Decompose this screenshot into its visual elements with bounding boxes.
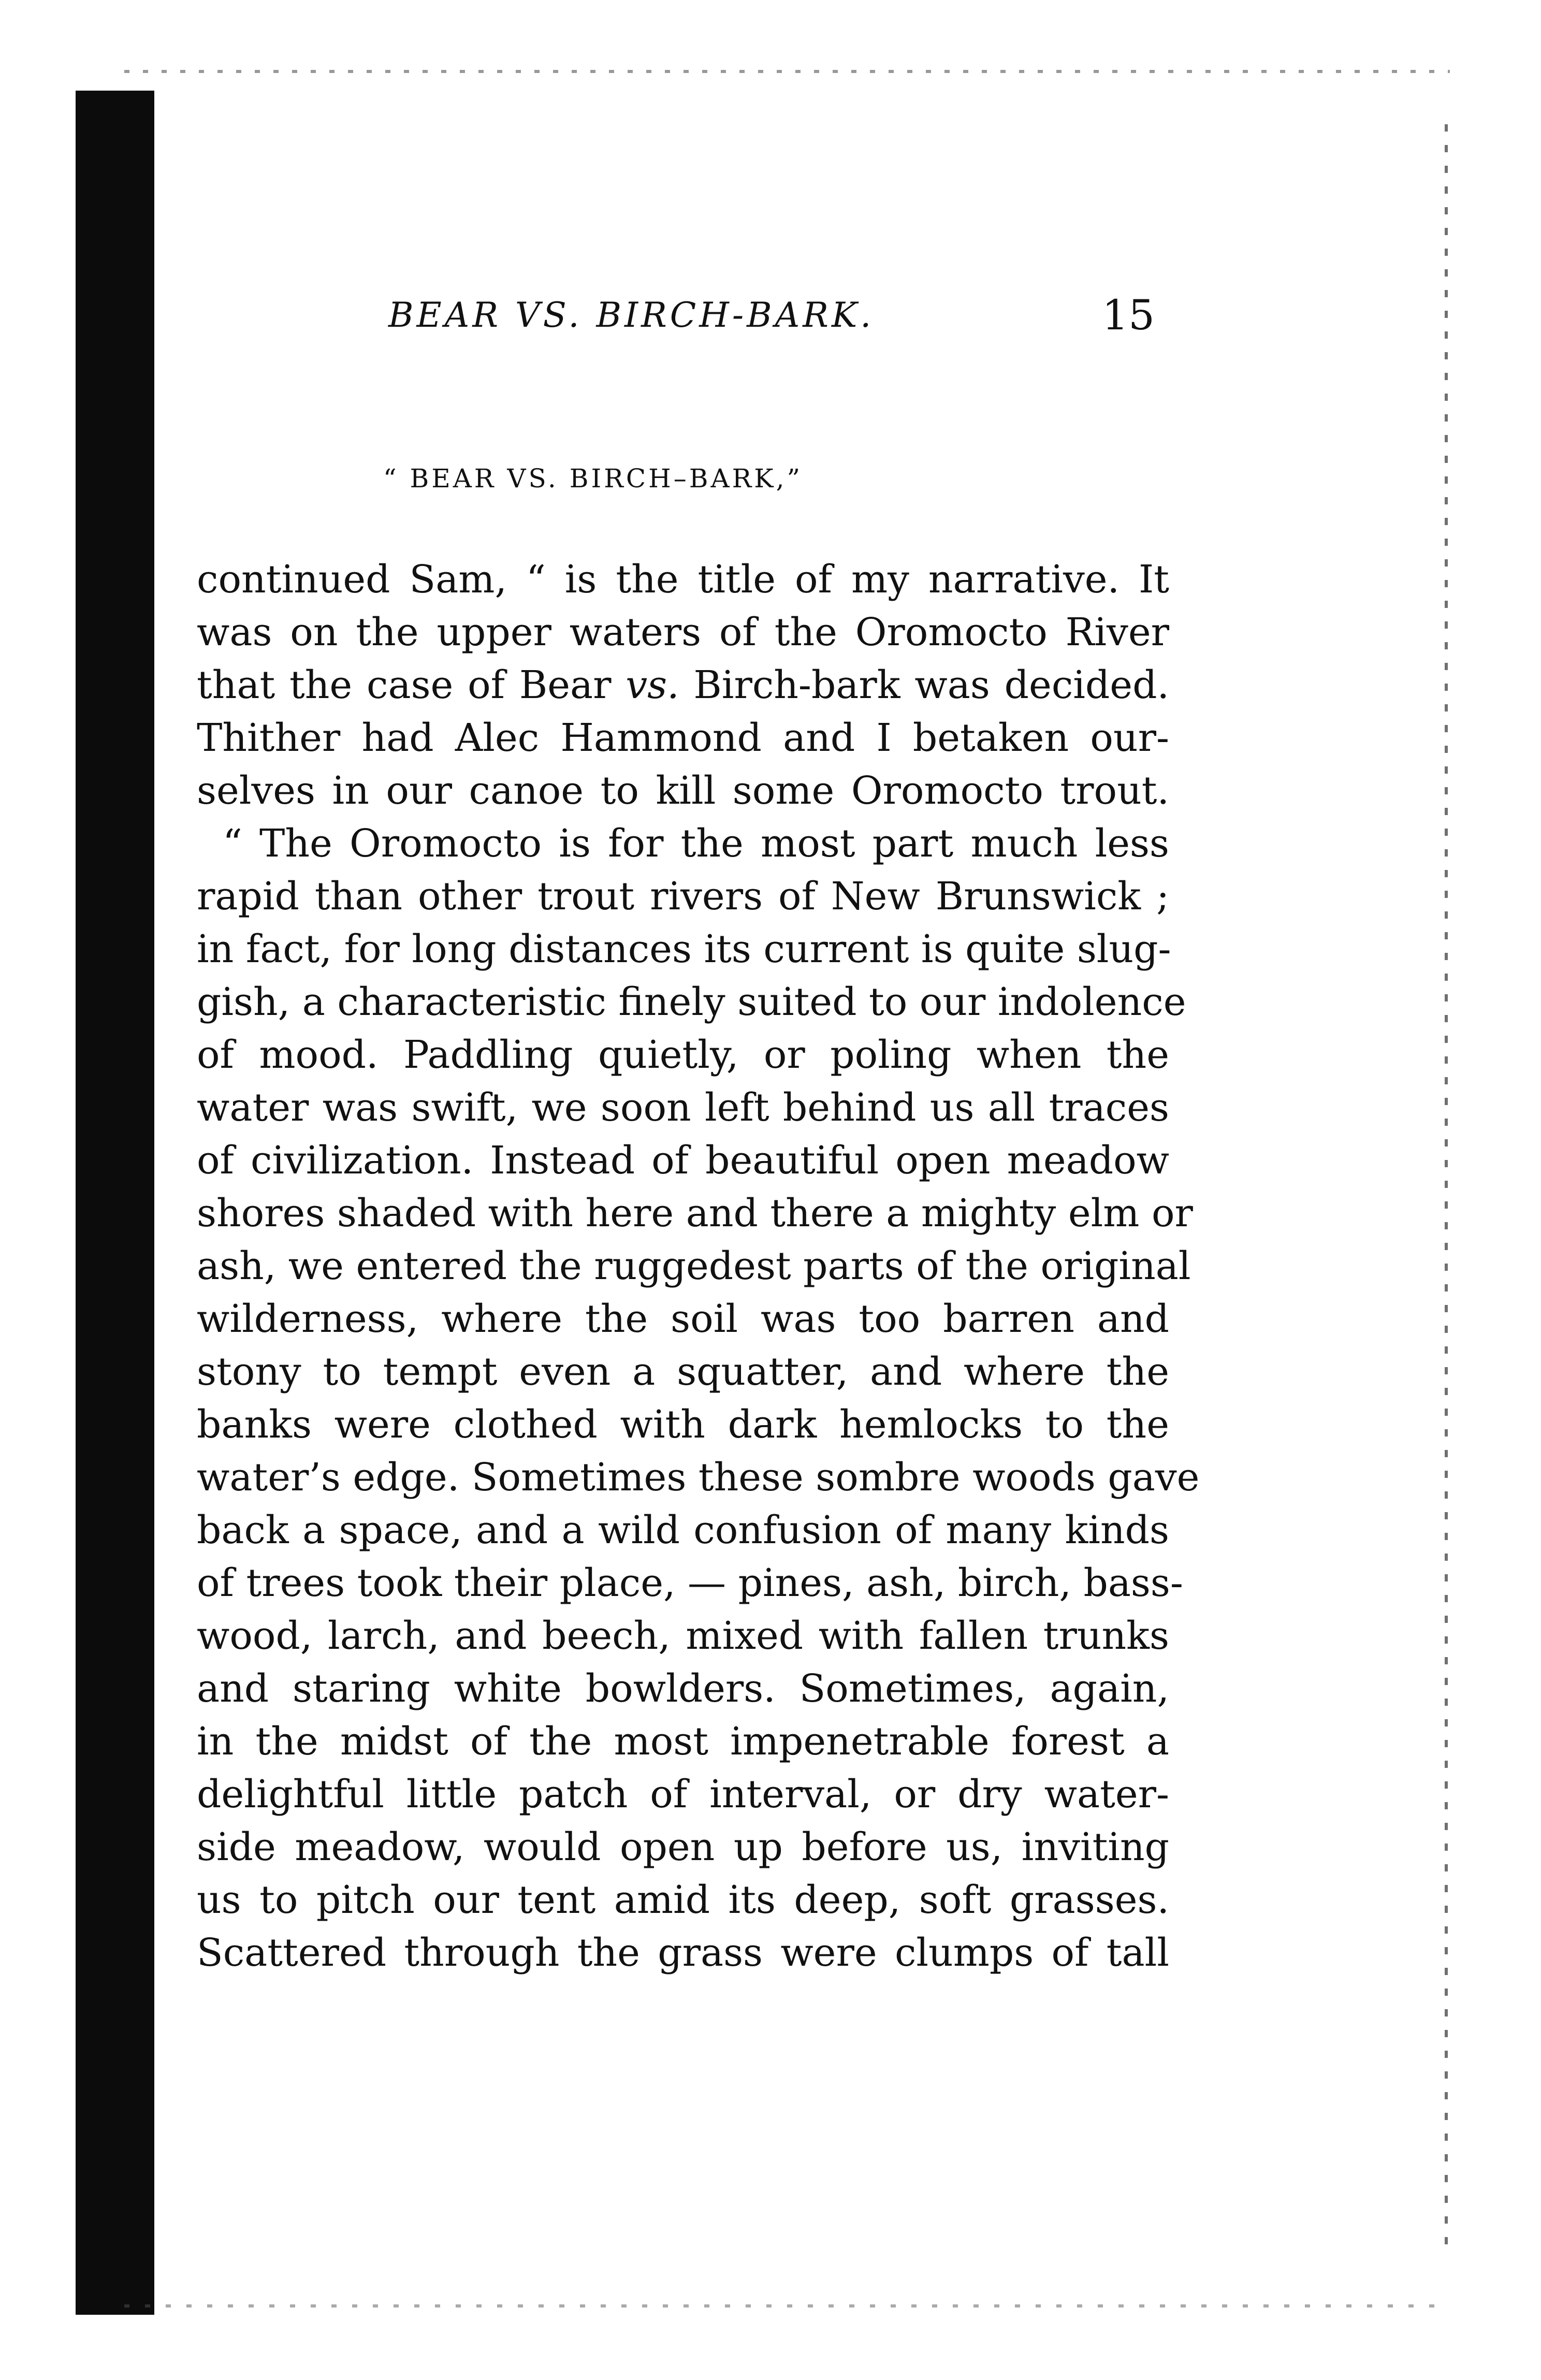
page-number: 15 [1102, 291, 1155, 339]
text-line: wilderness, where the soil was too barren and [197, 1297, 1169, 1341]
page-bottom-edge [124, 2304, 1450, 2308]
page-top-edge [124, 70, 1450, 73]
text-line: of mood. Paddling quietly, or poling when the [197, 1033, 1169, 1077]
text-line: delightful little patch of interval, or dry water- [197, 1772, 1169, 1817]
text-line: “ The Oromocto is for the most part much less [223, 821, 1169, 866]
text-line: us to pitch our tent amid its deep, soft grasses. [197, 1878, 1169, 1922]
text-line: and staring white bowlders. Sometimes, again, [197, 1666, 1169, 1711]
text-line: in fact, for long distances its current is quite slug- [197, 927, 1171, 971]
text-line: that the case of Bear vs. Birch-bark was decided. [197, 663, 1169, 707]
text-line: was on the upper waters of the Oromocto River [197, 610, 1169, 655]
running-head [388, 291, 1155, 352]
text-line: shores shaded with here and there a mighty elm or [197, 1191, 1193, 1236]
chapter-title: “ BEAR VS. BIRCH–BARK,” [383, 463, 803, 494]
page-right-edge [1445, 124, 1448, 2247]
body-text [197, 553, 1200, 1979]
text-line: in the midst of the most impenetrable forest a [197, 1719, 1169, 1764]
text-line: of trees took their place, — pines, ash, birch, bass- [197, 1561, 1183, 1605]
text-line: selves in our canoe to kill some Oromocto trout. [197, 768, 1169, 813]
text-line: of civilization. Instead of beautiful open meadow [197, 1138, 1169, 1183]
binding-edge [76, 91, 154, 2315]
text-line: water was swift, we soon left behind us all traces [197, 1085, 1169, 1130]
text-line: stony to tempt even a squatter, and where the [197, 1349, 1169, 1394]
text-line: ash, we entered the ruggedest parts of the original [197, 1244, 1191, 1288]
text-line: rapid than other trout rivers of New Brunswick ; [197, 874, 1169, 919]
text-line: back a space, and a wild confusion of many kinds [197, 1508, 1169, 1552]
text-line: wood, larch, and beech, mixed with fallen trunks [197, 1614, 1169, 1658]
text-line: water’s edge. Sometimes these sombre woods gave [197, 1455, 1200, 1500]
running-title: BEAR VS. BIRCH-BARK. [388, 295, 875, 335]
text-line: continued Sam, “ is the title of my narrative. It [197, 557, 1169, 602]
text-line: side meadow, would open up before us, inviting [197, 1825, 1169, 1869]
text-line: Thither had Alec Hammond and I betaken our- [197, 716, 1169, 760]
text-line: banks were clothed with dark hemlocks to the [197, 1402, 1169, 1447]
text-line: Scattered through the grass were clumps of tall [197, 1931, 1169, 1975]
text-line: gish, a characteristic finely suited to our indolence [197, 980, 1186, 1024]
